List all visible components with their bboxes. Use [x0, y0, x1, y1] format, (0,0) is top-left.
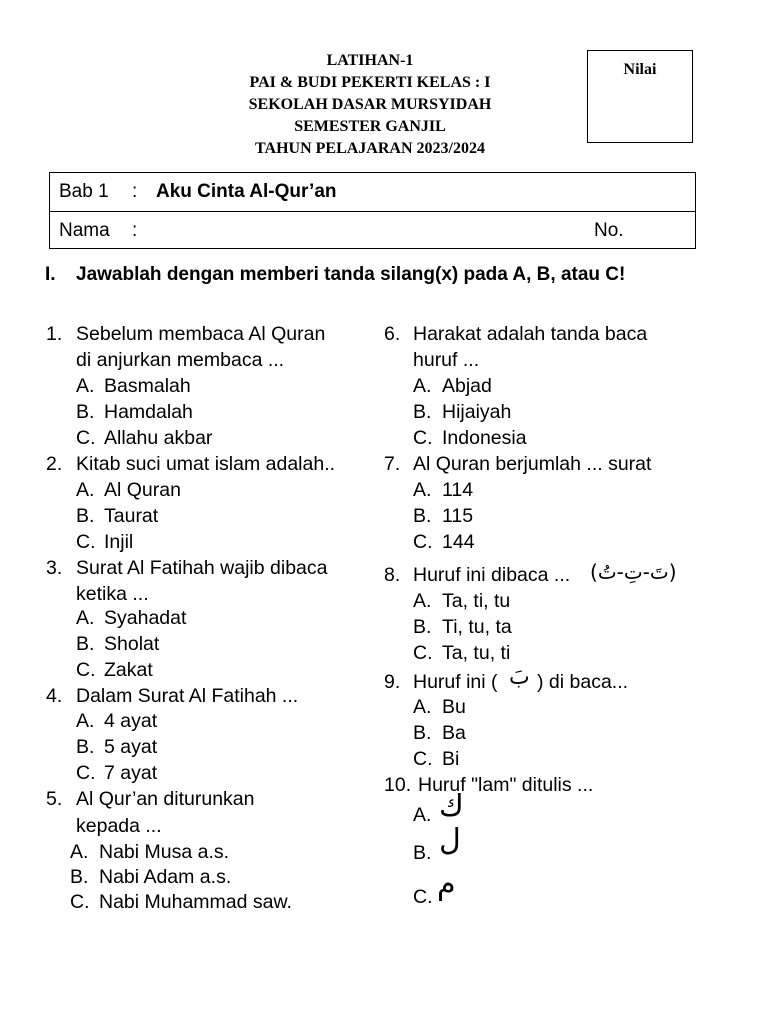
question-text: Sebelum membaca Al Quran [76, 323, 326, 345]
chapter-title: Aku Cinta Al-Qur’an [156, 181, 337, 202]
option-text: Basmalah [104, 375, 191, 397]
question-number: 8. [384, 564, 401, 586]
option-text: Nabi Muhammad saw. [99, 891, 292, 913]
question-number: 1. [46, 323, 63, 345]
option-letter: B. [413, 616, 432, 638]
option-letter: A. [76, 710, 95, 732]
arabic-letter-mim: م [437, 867, 456, 902]
option-letter: B. [413, 505, 432, 527]
option-letter: C. [76, 531, 96, 553]
option-text: Bu [442, 696, 466, 718]
option-text: Ta, ti, tu [442, 590, 511, 612]
option-text: Sholat [104, 633, 160, 655]
option-letter: B. [76, 633, 95, 655]
option-text: Indonesia [442, 427, 527, 449]
question-text: Huruf "lam" ditulis ... [418, 774, 594, 796]
question-text: kepada ... [76, 815, 162, 837]
option-letter: B. [413, 722, 432, 744]
option-letter: B. [76, 505, 95, 527]
score-label: Nilai [623, 61, 657, 78]
option-text: 115 [442, 505, 474, 527]
arabic-letter-lam: ل [439, 823, 461, 858]
question-text: Al Quran berjumlah ... surat [413, 453, 652, 475]
arabic-letter-ba: بَ [509, 665, 530, 690]
arabic-letter-kaf: ك [439, 789, 464, 824]
option-text: 144 [442, 531, 475, 553]
question-text: Dalam Surat Al Fatihah ... [76, 685, 299, 707]
question-text: Kitab suci umat islam adalah.. [76, 453, 336, 475]
option-letter: C. [76, 427, 96, 449]
question-text: Huruf ini dibaca ... [413, 564, 571, 586]
header-line-2: PAI & BUDI PEKERTI KELAS : I [249, 74, 491, 91]
name-field[interactable] [180, 217, 590, 245]
option-letter: C. [413, 886, 433, 908]
option-letter: C. [70, 891, 90, 913]
option-text: Injil [104, 531, 134, 553]
option-text: Ba [442, 722, 466, 744]
option-text: 5 ayat [104, 736, 158, 758]
exam-header [160, 50, 580, 160]
question-number: 7. [384, 453, 401, 475]
option-letter: C. [413, 427, 433, 449]
option-letter: B. [70, 866, 89, 888]
arabic-letters-ta: (تَ-تِ-تُ) [590, 560, 677, 584]
question-text: di anjurkan membaca ... [76, 349, 285, 371]
question-number: 9. [384, 671, 401, 693]
option-letter: A. [413, 375, 432, 397]
question-text: Al Qur’an diturunkan [76, 788, 255, 810]
header-line-1: LATIHAN-1 [326, 52, 414, 69]
option-text: Hamdalah [104, 401, 193, 423]
chapter-row [50, 173, 695, 212]
question-number: 3. [46, 557, 63, 579]
option-text: Allahu akbar [104, 427, 213, 449]
option-letter: B. [413, 842, 432, 864]
option-text: 4 ayat [104, 710, 158, 732]
header-line-4: SEMESTER GANJIL [294, 118, 446, 135]
option-letter: C. [76, 659, 96, 681]
option-text: Al Quran [104, 479, 181, 501]
option-letter: C. [413, 642, 433, 664]
option-text: 114 [442, 479, 474, 501]
question-text: ) di baca... [537, 671, 629, 693]
chapter-colon: : [132, 181, 138, 202]
name-colon: : [132, 220, 138, 241]
question-text: Surat Al Fatihah wajib dibaca [76, 557, 328, 579]
option-letter: A. [76, 375, 95, 397]
option-text: Zakat [104, 659, 153, 681]
number-field[interactable] [640, 217, 690, 245]
option-text: Bi [442, 748, 460, 770]
option-letter: B. [76, 401, 95, 423]
question-number: 6. [384, 323, 401, 345]
option-letter: B. [76, 736, 95, 758]
option-text: 7 ayat [104, 762, 158, 784]
option-text: Abjad [442, 375, 492, 397]
header-line-5: TAHUN PELAJARAN 2023/2024 [255, 140, 485, 157]
name-label: Nama [59, 220, 110, 241]
chapter-label: Bab 1 [59, 181, 109, 202]
question-text: ketika ... [76, 583, 149, 605]
question-number: 4. [46, 685, 63, 707]
option-text: Nabi Musa a.s. [99, 841, 230, 863]
option-letter: C. [413, 531, 433, 553]
option-text: Ti, tu, ta [442, 616, 512, 638]
score-box[interactable] [587, 50, 693, 143]
option-text: Ta, tu, ti [442, 642, 511, 664]
question-text: Harakat adalah tanda baca [413, 323, 648, 345]
option-letter: C. [413, 748, 433, 770]
option-letter: B. [413, 401, 432, 423]
header-line-3: SEKOLAH DASAR MURSYIDAH [248, 96, 492, 113]
option-text: Hijaiyah [442, 401, 512, 423]
question-number: 5. [46, 788, 63, 810]
option-letter: A. [76, 607, 95, 629]
section-number: I. [45, 264, 56, 285]
option-text: Taurat [104, 505, 159, 527]
option-text: Syahadat [104, 607, 187, 629]
question-text: Huruf ini ( [413, 671, 498, 693]
instruction-text: Jawablah dengan memberi tanda silang(x) pada A, B, atau C! [76, 264, 626, 285]
option-letter: A. [413, 479, 432, 501]
option-letter: C. [76, 762, 96, 784]
option-letter: A. [70, 841, 89, 863]
option-letter: A. [413, 804, 432, 826]
student-info-box [49, 172, 696, 249]
question-text: huruf ... [413, 349, 480, 371]
option-letter: A. [76, 479, 95, 501]
question-number: 10. [384, 774, 412, 796]
question-number: 2. [46, 453, 63, 475]
number-label: No. [594, 220, 624, 241]
option-text: Nabi Adam a.s. [99, 866, 232, 888]
option-letter: A. [413, 590, 432, 612]
option-letter: A. [413, 696, 432, 718]
